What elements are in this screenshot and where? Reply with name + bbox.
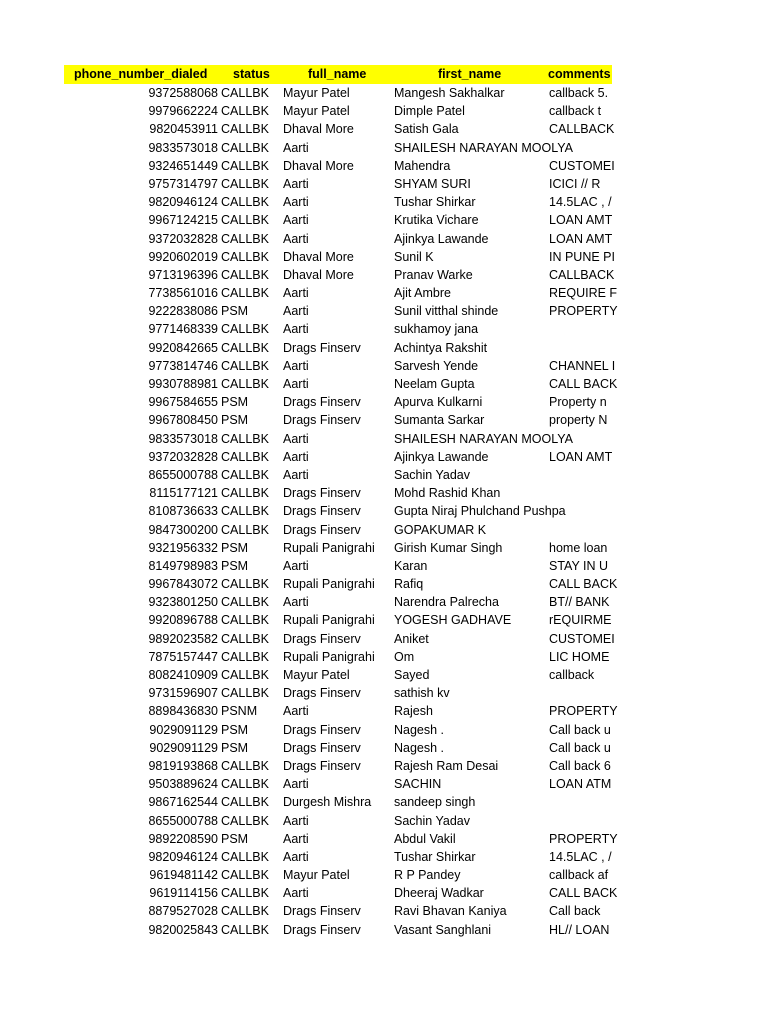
cell-phone-number: 8879527028 bbox=[148, 904, 218, 919]
cell-status: CALLBK bbox=[221, 322, 269, 337]
cell-full-name: Aarti bbox=[283, 467, 309, 482]
cell-status: CALLBK bbox=[221, 122, 269, 137]
cell-phone-number: 9920842665 bbox=[148, 340, 218, 355]
cell-comments: LOAN AMT bbox=[549, 213, 613, 228]
cell-full-name: Aarti bbox=[283, 449, 309, 464]
header-first-name: first_name bbox=[438, 67, 502, 81]
cell-first-name: Girish Kumar Singh bbox=[394, 540, 503, 555]
cell-comments: PROPERTY bbox=[549, 704, 618, 719]
table-row bbox=[64, 175, 612, 193]
table-row bbox=[64, 793, 612, 811]
cell-status: CALLBK bbox=[221, 358, 269, 373]
cell-status: CALLBK bbox=[221, 504, 269, 519]
cell-status: CALLBK bbox=[221, 377, 269, 391]
cell-status: CALLBK bbox=[221, 595, 269, 610]
cell-first-name: SACHIN bbox=[394, 777, 442, 792]
cell-status: CALLBK bbox=[221, 195, 269, 210]
table-row bbox=[64, 411, 612, 429]
cell-phone-number: 9833573018 bbox=[148, 431, 218, 446]
cell-phone-number: 9222838086 bbox=[148, 304, 218, 319]
table-row bbox=[64, 320, 612, 338]
cell-comments: Call back u bbox=[549, 740, 611, 755]
cell-first-name: Om bbox=[394, 649, 415, 664]
cell-phone-number: 9757314797 bbox=[148, 176, 218, 191]
header-full-name: full_name bbox=[308, 67, 367, 81]
cell-phone-number: 8108736633 bbox=[148, 504, 218, 519]
cell-comments: rEQUIRME bbox=[549, 613, 612, 628]
cell-first-name: Apurva Kulkarni bbox=[394, 395, 483, 410]
cell-comments: STAY IN U bbox=[549, 558, 609, 573]
header-status: status bbox=[233, 67, 270, 81]
cell-full-name: Aarti bbox=[283, 213, 309, 228]
table-row bbox=[64, 757, 612, 775]
table-row bbox=[64, 666, 612, 684]
cell-full-name: Aarti bbox=[283, 322, 309, 337]
table-row bbox=[64, 211, 612, 229]
cell-first-name: Pranav Warke bbox=[394, 267, 473, 282]
cell-status: PSNM bbox=[221, 704, 258, 719]
table-row bbox=[64, 575, 618, 593]
cell-phone-number: 9967843072 bbox=[148, 577, 218, 592]
cell-phone-number: 9820946124 bbox=[148, 849, 218, 864]
cell-full-name: Aarti bbox=[283, 431, 309, 446]
cell-phone-number: 9967808450 bbox=[148, 413, 218, 428]
cell-first-name: R P Pandey bbox=[394, 868, 461, 883]
cell-first-name: Sachin Yadav bbox=[394, 813, 470, 828]
table-row bbox=[64, 139, 612, 157]
cell-phone-number: 9920896788 bbox=[148, 613, 218, 628]
cell-comments: callback t bbox=[549, 104, 602, 119]
table-row bbox=[64, 448, 612, 466]
cell-full-name: Drags Finserv bbox=[283, 686, 361, 701]
cell-first-name: Vasant Sanghlani bbox=[394, 922, 492, 937]
cell-full-name: Mayur Patel bbox=[283, 104, 350, 119]
cell-full-name: Rupali Panigrahi bbox=[283, 577, 375, 592]
cell-phone-number: 9820453911 bbox=[149, 122, 218, 137]
cell-status: CALLBK bbox=[221, 104, 269, 119]
table-row bbox=[64, 502, 612, 520]
cell-first-name: Ravi Bhavan Kaniya bbox=[394, 904, 507, 919]
table-body bbox=[64, 84, 618, 939]
cell-first-name: Sumanta Sarkar bbox=[394, 413, 485, 428]
cell-first-name: SHYAM SURI bbox=[394, 176, 471, 191]
cell-first-name: Krutika Vichare bbox=[394, 213, 479, 228]
cell-status: CALLBK bbox=[221, 777, 269, 792]
cell-full-name: Aarti bbox=[283, 358, 309, 373]
cell-first-name: Sunil vitthal shinde bbox=[394, 304, 499, 319]
table-row bbox=[64, 702, 618, 720]
table-row bbox=[64, 339, 612, 357]
cell-first-name: Gupta Niraj Phulchand Pushpa bbox=[394, 504, 566, 519]
cell-comments: ICICI // R bbox=[549, 176, 601, 191]
cell-first-name: Mahendra bbox=[394, 158, 451, 173]
cell-comments: BT// BANK bbox=[549, 595, 610, 610]
cell-status: CALLBK bbox=[221, 886, 269, 901]
cell-first-name: Achintya Rakshit bbox=[394, 340, 488, 355]
cell-status: CALLBK bbox=[221, 904, 269, 919]
cell-phone-number: 9321956332 bbox=[148, 540, 218, 555]
cell-phone-number: 9372588068 bbox=[148, 86, 218, 100]
cell-status: CALLBK bbox=[221, 267, 269, 282]
cell-full-name: Drags Finserv bbox=[283, 904, 361, 919]
cell-comments: CHANNEL I bbox=[549, 358, 616, 373]
header-comments: comments bbox=[548, 67, 611, 81]
cell-comments: PROPERTY bbox=[549, 304, 618, 319]
cell-full-name: Mayur Patel bbox=[283, 668, 350, 682]
cell-first-name: Sayed bbox=[394, 668, 430, 682]
table-row bbox=[64, 230, 612, 248]
cell-status: CALLBK bbox=[221, 86, 269, 100]
cell-full-name: Drags Finserv bbox=[283, 758, 361, 773]
cell-status: CALLBK bbox=[221, 467, 269, 482]
cell-phone-number: 9847300200 bbox=[148, 522, 218, 537]
cell-first-name: Narendra Palrecha bbox=[394, 595, 499, 610]
cell-first-name: YOGESH GADHAVE bbox=[394, 613, 512, 628]
table-row bbox=[64, 430, 612, 448]
cell-first-name: Sunil K bbox=[394, 249, 434, 264]
cell-phone-number: 9323801250 bbox=[148, 595, 218, 610]
cell-phone-number: 9731596907 bbox=[148, 686, 218, 701]
table-row bbox=[64, 684, 612, 702]
cell-full-name: Mayur Patel bbox=[283, 86, 350, 100]
cell-status: PSM bbox=[221, 558, 249, 573]
cell-status: CALLBK bbox=[221, 140, 269, 155]
cell-full-name: Aarti bbox=[283, 886, 309, 901]
cell-first-name: Dimple Patel bbox=[394, 104, 465, 119]
table-row bbox=[64, 193, 612, 211]
table-row bbox=[64, 921, 612, 939]
cell-status: CALLBK bbox=[221, 486, 269, 501]
cell-full-name: Dhaval More bbox=[283, 267, 354, 282]
table-row bbox=[64, 830, 618, 848]
cell-full-name: Rupali Panigrahi bbox=[283, 540, 375, 555]
cell-comments: PROPERTY bbox=[549, 831, 618, 846]
cell-status: CALLBK bbox=[221, 795, 269, 810]
table-row bbox=[64, 557, 612, 575]
cell-status: CALLBK bbox=[221, 631, 269, 646]
table-row bbox=[64, 466, 612, 484]
cell-phone-number: 9324651449 bbox=[148, 158, 218, 173]
cell-comments: CALL BACK bbox=[549, 377, 618, 391]
cell-first-name: SHAILESH NARAYAN MOOLYA bbox=[394, 140, 573, 155]
cell-full-name: Aarti bbox=[283, 286, 309, 301]
cell-phone-number: 8115177121 bbox=[149, 486, 218, 501]
cell-status: CALLBK bbox=[221, 613, 269, 628]
cell-comments: IN PUNE PI bbox=[549, 249, 615, 264]
cell-comments: CALLBACK bbox=[549, 122, 615, 137]
cell-full-name: Rupali Panigrahi bbox=[283, 613, 375, 628]
cell-phone-number: 9820025843 bbox=[148, 922, 218, 937]
cell-phone-number: 9771468339 bbox=[148, 322, 218, 337]
table-row bbox=[64, 357, 616, 375]
cell-status: CALLBK bbox=[221, 522, 269, 537]
cell-comments: 14.5LAC , / bbox=[549, 849, 612, 864]
cell-first-name: sandeep singh bbox=[394, 795, 476, 810]
cell-status: CALLBK bbox=[221, 158, 269, 173]
cell-first-name: Nagesh . bbox=[394, 722, 445, 737]
cell-status: CALLBK bbox=[221, 431, 269, 446]
table-row bbox=[64, 648, 612, 666]
cell-full-name: Aarti bbox=[283, 777, 309, 792]
table-row bbox=[64, 393, 612, 411]
table-row bbox=[64, 630, 615, 648]
cell-phone-number: 8149798983 bbox=[148, 558, 218, 573]
cell-full-name: Aarti bbox=[283, 704, 309, 719]
cell-phone-number: 9892023582 bbox=[148, 631, 218, 646]
cell-first-name: Ajit Ambre bbox=[394, 286, 451, 301]
cell-phone-number: 9372032828 bbox=[148, 449, 218, 464]
cell-first-name: Satish Gala bbox=[394, 122, 459, 137]
cell-full-name: Aarti bbox=[283, 231, 309, 246]
cell-comments: LOAN AMT bbox=[549, 231, 613, 246]
cell-comments: CUSTOMEI bbox=[549, 631, 615, 646]
cell-full-name: Dhaval More bbox=[283, 122, 354, 137]
table-row bbox=[64, 521, 612, 539]
header-phone-number-dialed: phone_number_dialed bbox=[74, 67, 208, 81]
cell-phone-number: 7738561016 bbox=[148, 286, 218, 301]
cell-first-name: Rajesh Ram Desai bbox=[394, 758, 499, 773]
cell-phone-number: 9503889624 bbox=[148, 777, 218, 792]
cell-comments: property N bbox=[549, 413, 608, 428]
cell-comments: home loan bbox=[549, 540, 608, 555]
cell-full-name: Dhaval More bbox=[283, 158, 354, 173]
table-row bbox=[64, 775, 612, 793]
table-row bbox=[64, 248, 615, 266]
cell-full-name: Mayur Patel bbox=[283, 868, 350, 883]
cell-comments: HL// LOAN bbox=[549, 922, 610, 937]
cell-full-name: Aarti bbox=[283, 849, 309, 864]
cell-first-name: Dheeraj Wadkar bbox=[394, 886, 484, 901]
table-row bbox=[64, 284, 618, 302]
cell-phone-number: 9867162544 bbox=[148, 795, 218, 810]
table-row bbox=[64, 812, 612, 830]
cell-status: CALLBK bbox=[221, 231, 269, 246]
table-row bbox=[64, 375, 618, 393]
cell-comments: 14.5LAC , / bbox=[549, 195, 612, 210]
cell-full-name: Drags Finserv bbox=[283, 631, 361, 646]
cell-phone-number: 9029091129 bbox=[149, 722, 218, 737]
cell-status: PSM bbox=[221, 304, 249, 319]
table-row bbox=[64, 866, 612, 884]
cell-first-name: Aniket bbox=[394, 631, 429, 646]
cell-phone-number: 8655000788 bbox=[148, 467, 218, 482]
table-row bbox=[64, 884, 618, 902]
cell-status: PSM bbox=[221, 722, 249, 737]
cell-status: CALLBK bbox=[221, 686, 269, 701]
cell-status: PSM bbox=[221, 740, 249, 755]
table-row bbox=[64, 302, 618, 320]
cell-comments: callback af bbox=[549, 868, 609, 883]
cell-full-name: Aarti bbox=[283, 304, 309, 319]
cell-first-name: Sarvesh Yende bbox=[394, 358, 479, 373]
cell-first-name: GOPAKUMAR K bbox=[394, 522, 487, 537]
cell-first-name: Ajinkya Lawande bbox=[394, 231, 489, 246]
cell-first-name: sukhamoy jana bbox=[394, 322, 479, 337]
cell-phone-number: 9819193868 bbox=[148, 758, 218, 773]
cell-phone-number: 7875157447 bbox=[148, 649, 218, 664]
cell-phone-number: 9920602019 bbox=[148, 249, 218, 264]
cell-first-name: Mangesh Sakhalkar bbox=[394, 86, 505, 100]
table-row bbox=[64, 484, 612, 502]
cell-full-name: Aarti bbox=[283, 558, 309, 573]
cell-status: CALLBK bbox=[221, 668, 269, 682]
cell-status: CALLBK bbox=[221, 922, 269, 937]
cell-phone-number: 9967124215 bbox=[148, 213, 218, 228]
cell-status: CALLBK bbox=[221, 249, 269, 264]
cell-status: CALLBK bbox=[221, 340, 269, 355]
cell-comments: CALL BACK bbox=[549, 886, 618, 901]
cell-first-name: Abdul Vakil bbox=[394, 831, 456, 846]
cell-first-name: Mohd Rashid Khan bbox=[394, 486, 501, 501]
cell-full-name: Aarti bbox=[283, 831, 309, 846]
table-header-row bbox=[64, 65, 612, 84]
table-row bbox=[64, 120, 615, 138]
table-row bbox=[64, 84, 612, 102]
cell-full-name: Aarti bbox=[283, 195, 309, 210]
cell-full-name: Aarti bbox=[283, 813, 309, 828]
cell-phone-number: 9619114156 bbox=[149, 886, 218, 901]
cell-comments: Call back 6 bbox=[549, 758, 611, 773]
cell-comments: callback 5. bbox=[549, 86, 609, 100]
cell-status: CALLBK bbox=[221, 649, 269, 664]
cell-first-name: Karan bbox=[394, 558, 428, 573]
cell-first-name: Rafiq bbox=[394, 577, 424, 592]
cell-phone-number: 9892208590 bbox=[148, 831, 218, 846]
table-row bbox=[64, 266, 615, 284]
cell-status: PSM bbox=[221, 831, 249, 846]
table-row bbox=[64, 102, 612, 120]
cell-full-name: Aarti bbox=[283, 176, 309, 191]
cell-phone-number: 9833573018 bbox=[148, 140, 218, 155]
cell-status: CALLBK bbox=[221, 213, 269, 228]
cell-full-name: Dhaval More bbox=[283, 249, 354, 264]
cell-status: CALLBK bbox=[221, 813, 269, 828]
cell-phone-number: 9979662224 bbox=[148, 104, 218, 119]
table-row bbox=[64, 848, 612, 866]
cell-phone-number: 9967584655 bbox=[148, 395, 218, 410]
cell-status: PSM bbox=[221, 413, 249, 428]
cell-status: CALLBK bbox=[221, 758, 269, 773]
cell-full-name: Drags Finserv bbox=[283, 340, 361, 355]
cell-full-name: Rupali Panigrahi bbox=[283, 649, 375, 664]
table-row bbox=[64, 539, 612, 557]
cell-full-name: Drags Finserv bbox=[283, 922, 361, 937]
cell-full-name: Drags Finserv bbox=[283, 486, 361, 501]
cell-full-name: Durgesh Mishra bbox=[283, 795, 372, 810]
cell-phone-number: 8898436830 bbox=[148, 704, 218, 719]
cell-comments: CUSTOMEI bbox=[549, 158, 615, 173]
cell-first-name: Ajinkya Lawande bbox=[394, 449, 489, 464]
cell-first-name: Nagesh . bbox=[394, 740, 445, 755]
cell-full-name: Drags Finserv bbox=[283, 395, 361, 410]
cell-phone-number: 9930788981 bbox=[148, 377, 218, 391]
call-log-table bbox=[64, 65, 618, 939]
cell-status: CALLBK bbox=[221, 449, 269, 464]
cell-full-name: Drags Finserv bbox=[283, 504, 361, 519]
cell-phone-number: 9820946124 bbox=[148, 195, 218, 210]
cell-first-name: SHAILESH NARAYAN MOOLYA bbox=[394, 431, 573, 446]
table-row bbox=[64, 739, 612, 757]
table-row bbox=[64, 721, 612, 739]
table-row bbox=[64, 902, 612, 920]
cell-full-name: Aarti bbox=[283, 377, 309, 391]
cell-comments: Call back bbox=[549, 904, 601, 919]
cell-comments: Property n bbox=[549, 395, 607, 410]
cell-phone-number: 9029091129 bbox=[149, 740, 218, 755]
cell-comments: LOAN AMT bbox=[549, 449, 613, 464]
cell-first-name: Rajesh bbox=[394, 704, 433, 719]
cell-phone-number: 8082410909 bbox=[148, 668, 218, 682]
cell-full-name: Aarti bbox=[283, 595, 309, 610]
cell-phone-number: 9619481142 bbox=[149, 868, 218, 883]
cell-phone-number: 9372032828 bbox=[148, 231, 218, 246]
cell-comments: LOAN ATM bbox=[549, 777, 612, 792]
cell-full-name: Drags Finserv bbox=[283, 722, 361, 737]
cell-first-name: Neelam Gupta bbox=[394, 377, 475, 391]
cell-phone-number: 9773814746 bbox=[148, 358, 218, 373]
cell-full-name: Drags Finserv bbox=[283, 522, 361, 537]
cell-status: CALLBK bbox=[221, 286, 269, 301]
cell-comments: CALL BACK bbox=[549, 577, 618, 592]
cell-status: PSM bbox=[221, 395, 249, 410]
cell-first-name: Tushar Shirkar bbox=[394, 195, 476, 210]
cell-status: CALLBK bbox=[221, 577, 269, 592]
cell-phone-number: 9713196396 bbox=[148, 267, 218, 282]
cell-first-name: sathish kv bbox=[394, 686, 450, 701]
cell-status: CALLBK bbox=[221, 849, 269, 864]
cell-status: CALLBK bbox=[221, 868, 269, 883]
cell-full-name: Aarti bbox=[283, 140, 309, 155]
cell-comments: REQUIRE F bbox=[549, 286, 618, 301]
table-row bbox=[64, 593, 612, 611]
cell-first-name: Tushar Shirkar bbox=[394, 849, 476, 864]
cell-full-name: Drags Finserv bbox=[283, 740, 361, 755]
table-row bbox=[64, 157, 615, 175]
cell-status: CALLBK bbox=[221, 176, 269, 191]
cell-comments: Call back u bbox=[549, 722, 611, 737]
table-row bbox=[64, 611, 612, 629]
cell-status: PSM bbox=[221, 540, 249, 555]
cell-comments: LIC HOME bbox=[549, 649, 610, 664]
cell-phone-number: 8655000788 bbox=[148, 813, 218, 828]
cell-comments: CALLBACK bbox=[549, 267, 615, 282]
cell-first-name: Sachin Yadav bbox=[394, 467, 470, 482]
cell-full-name: Drags Finserv bbox=[283, 413, 361, 428]
cell-comments: callback bbox=[549, 668, 595, 682]
